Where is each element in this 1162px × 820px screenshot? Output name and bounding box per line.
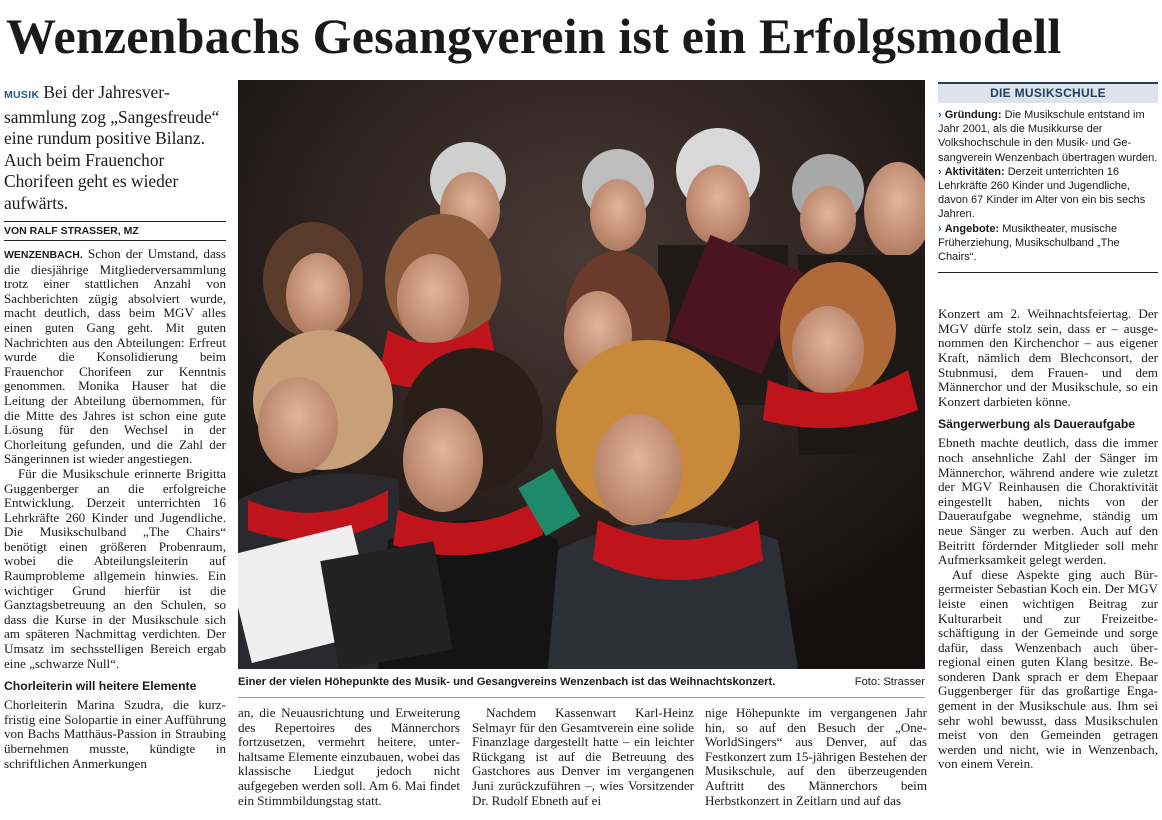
info-item-gruendung [938,108,1158,165]
caption-divider [238,697,925,698]
right-paragraph-1: Konzert am 2. Weihnachtsfeiertag. Der MGV dürfe stolz sein, dass er – ausgenommen den Kirchenchor – aus eigener Kraft, nämlich dem Blechconsort, der Stubnmusi, dem Frauen- und dem Männerchor und der Musikschule, so ein Konzert darbieten könne. [938,306,1158,409]
subhead-chorleiterin: Chorleiterin will heitere Elemente [4,679,197,694]
photo-credit: Foto: Strasser [854,676,925,688]
infobox-divider [938,272,1158,273]
paragraph-1-text: Schon der Umstand, dass die diesjährige Mitgliederversammlung trotz einer stattlichen Anzahl von Sachberichten zügig absolviert wurde, macht deutlich, dass beim MGV alles einen guten Gang geht. Mit guten Nachrichten aus den Abteilungen: Erfreut wurde die Konsolidierung beim Frauenchor Chorifeen zur Kenntnis genommen. Monika Hauser hat die Leitung der Abteilung übernommen, für die Mitte des Jahres ist schon eine gute Lösung für den Wechsel in der Chorleitung gefunden, und die Zahl der Sängerinnen ist wieder angestiegen. [4,246,226,467]
infobox-body [938,103,1158,264]
info-label: Gründung: [944,109,1002,121]
author-line: VON RALF STRASSER, MZ [4,221,226,241]
photo-caption [238,676,925,688]
info-label: Angebote: [944,222,1000,235]
paragraph-2: Für die Musikschule erinnerte Brigitta Guggenberger an die erfolgreiche Entwicklung. Derzeit unterrichten 16 Lehrkräfte 260 Kinder und Jugendliche. Die Musikschulband „The Chairs“ benötigt einen größeren Probenraum, wobei die Abteilungsleiterin auf Raumprobleme allgemein hinwies. Ein wichtiger Grund hierfür ist die Ganztagsbetreuung an den Schulen, so dass die Kurse in der Musikschule sich am späteren Nachmittag verdichten. Der Umsatz im sechsstelligen Bereich ergab eine „schwarze Null“. [4,465,226,671]
infobox-title: DIE MUSIKSCHULE [938,82,1158,103]
chevron-right-icon: › [938,109,942,121]
info-item-angebote [938,222,1158,265]
info-label: Aktivitäten: [944,165,1005,178]
info-item-aktivitaeten [938,165,1158,222]
headline: Wenzenbachs Gesangverein ist ein Erfolgsmodell [6,8,1062,64]
kicker: MUSIK [4,89,40,101]
right-paragraph-3: Auf diese Aspekte ging auch Bürgermeister Sebastian Koch ein. Der MGV leiste einen wichtigen Beitrag zur Kulturarbeit und zur Freizeitbeschäftigung in der Gemeinde und sorge dafür, dass Wenzenbach auch überregional einen guten Klang besitze. Besonderen Dank sprach er dem Ehepaar Guggenberger für das großartige Engagement in der Musikschule aus. Ihm sei sehr wohl bewusst, dass Musikschulen meist von den Gemeinden getragen werden und nicht, wie in Wenzenbach, von einem Verein. [938,566,1158,772]
article-column-2 [238,706,460,808]
info-text: Derzeit unterrichten 16 Lehrkräfte 260 Kinder und Jugendliche, davon 67 Kinder im Alter von ein bis sechs Jahren. [938,165,1146,221]
article-column-4 [705,706,927,808]
right-paragraph-2: Ebneth machte deutlich, dass die immer noch ansehnliche Zahl der Sänger im Männerchor, während andere wie zuletzt der MGV Reinhausen die Choraktivität eingestellt haben, nichts von der Daueraufgabe wegnehme, ständig um neue Sänger zu werben. Auch auf den Beitritt fördernder Mitglieder soll mehr Aufmerksamkeit gelegt werden. [938,435,1158,568]
right-column [938,82,1158,772]
column-3-text: Nachdem Kassenwart Karl-Heinz Selmayr für den Gesamtverein eine solide Finanzlage dargestellt hatte – ein leichter Rückgang ist auf die Betreuung des Gastchores aus Denver im vergangenen Juni zurückzuführen –, wies Vorsitzender Dr. Rudolf Ebneth auf ei [472,705,694,808]
teaser-text: Bei der Jahresversammlung zog „Sangesfreude“ eine rundum positive Bilanz. Auch beim Frauenchor Chorifeen geht es wieder aufwärts. [4,82,220,213]
choir-illustration [238,80,925,669]
chevron-right-icon: › [938,222,942,235]
choir-photo [238,80,925,669]
subhead-saengerwerbung: Sängerwerbung als Daueraufgabe [938,417,1136,432]
info-text: Die Musikschule entstand im Jahr 2001, als die Musikkurse der Volkshochschule in den Musik- und Gesangverein Wenzenbach übertragen wurden. [938,109,1158,164]
caption-text: Einer der vielen Höhepunkte des Musik- und Gesangvereins Wenzenbach ist das Weihnachtskonzert. [238,676,776,688]
paragraph-1 [4,247,226,467]
article-body-right [938,307,1158,772]
article-body-left [4,247,226,771]
chevron-right-icon: › [938,165,942,178]
info-text: Musiktheater, musische Früherziehung, Musikschulband „The Chairs“. [938,222,1120,264]
article-column-3 [472,706,694,808]
left-column [4,82,226,771]
teaser [4,82,226,214]
column-2-text: an, die Neuausrichtung und Erweiterung des Repertoires des Männerchors fortzusetzen, vermehrt heitere, unterhaltsame Elemente einzubauen, wobei das klassische Liedgut jedoch nicht aufgegeben werden soll. Am 6. Mai findet ein Stimmbildungstag statt. [238,705,460,808]
infobox [938,82,1158,273]
paragraph-3: Chorleiterin Marina Szudra, die kurzfristig eine Solopartie in einer Aufführung von Bachs Matthäus-Passion in Straubing übernehmen musste, kündigte in schriftlichen Anmerkungen [4,697,226,771]
column-4-text: nige Höhepunkte im vergangenen Jahr hin, so auf den Besuch der „OneWorldSingers“ aus Denver, auf das Festkonzert zum 15-jährigen Bestehen der Musikschule, auf den überzeugenden Auftritt des Männerchors beim Herbstkonzert in Zeitlarn und auf das [705,705,927,808]
dateline: WENZENBACH. [4,249,83,261]
